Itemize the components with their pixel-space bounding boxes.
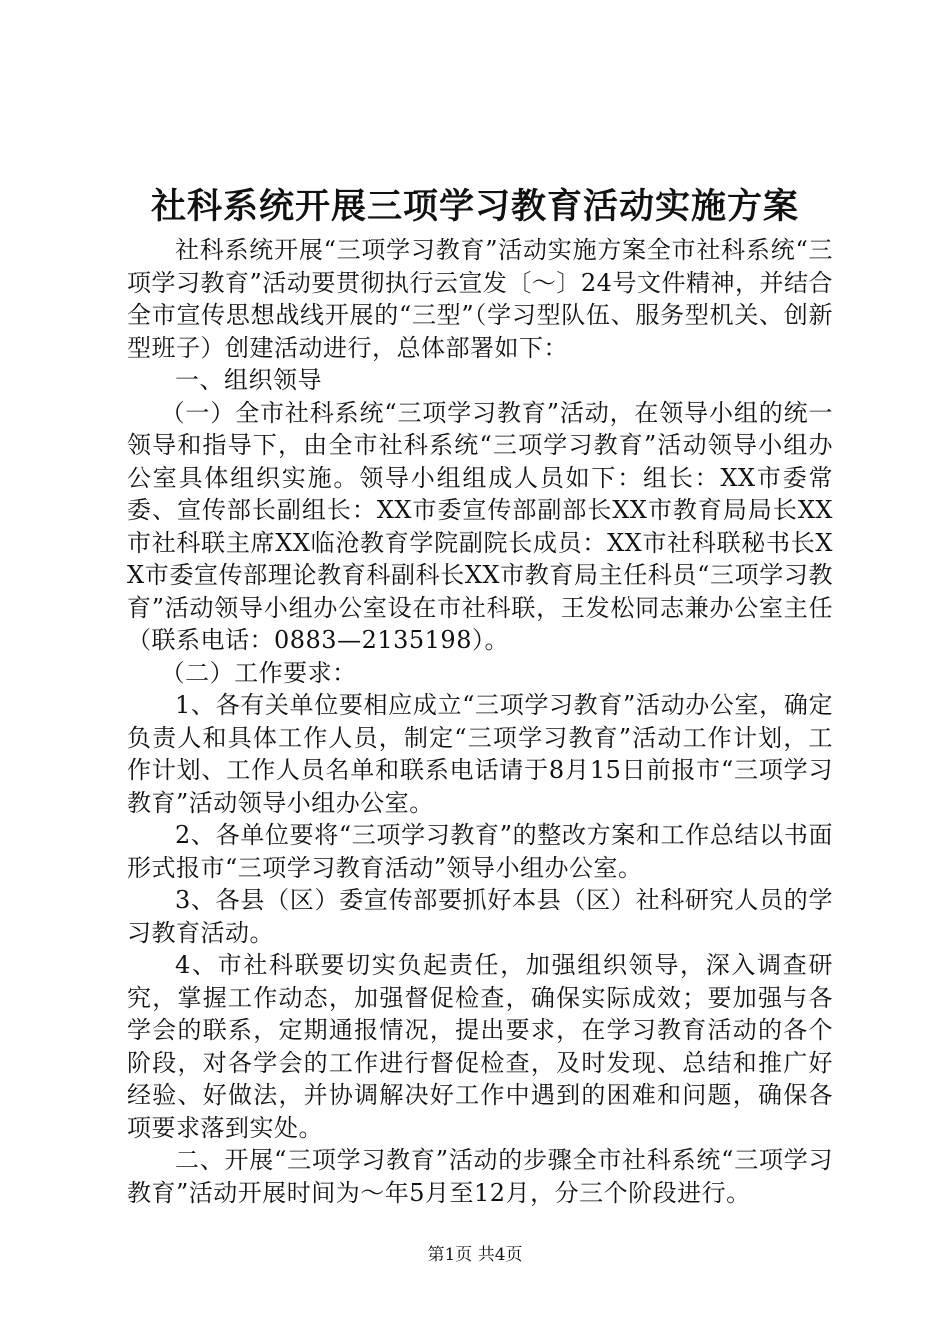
paragraph-requirement-2: 2、各单位要将“三项学习教育”的整改方案和工作总结以书面形式报市“三项学习教育活动”领导小组办公室。	[127, 821, 833, 882]
document-title: 社科系统开展三项学习教育活动实施方案	[150, 186, 799, 227]
paragraph-requirement-4: 4、市社科联要切实负起责任，加强组织领导，深入调查研究，掌握工作动态，加强督促检查，确保实际成效；要加强与各学会的联系，定期通报情况，提出要求，在学习教育活动的各个阶段，对各学会的工作进行督促检查，及时发现、总结和推广好经验、好做法，并协调解决好工作中遇到的困难和问题，确保各项要求落到实处。	[127, 951, 833, 1142]
paragraph-intro: 社科系统开展“三项学习教育”活动实施方案全市社科系统“三项学习教育”活动要贯彻执行云宣发〔～〕24号文件精神，并结合全市宣传思想战线开展的“三型”（学习型队伍、服务型机关、创新型班子）创建活动进行，总体部署如下：	[127, 236, 833, 362]
paragraph-steps: 二、开展“三项学习教育”活动的步骤全市社科系统“三项学习教育”活动开展时间为～年5月至12月，分三个阶段进行。	[127, 1146, 833, 1207]
paragraph-requirement-1: 1、各有关单位要相应成立“三项学习教育”活动办公室，确定负责人和具体工作人员，制定“三项学习教育”活动工作计划，工作计划、工作人员名单和联系电话请于8月15日前报市“三项学习教育”活动领导小组办公室。	[127, 691, 833, 817]
page-number-footer: 第1页 共4页	[427, 1245, 523, 1265]
paragraph-leadership: （一）全市社科系统“三项学习教育”活动，在领导小组的统一领导和指导下，由全市社科系统“三项学习教育”活动领导小组办公室具体组织实施。领导小组组成人员如下：组长：XX市委常委、宣传部长副组长：XX市委宣传部副部长XX市教育局局长XX市社科联主席XX临沧教育学院副院长成员：XX市社科联秘书长XX市委宣传部理论教育科副科长XX市教育局主任科员“三项学习教育”活动领导小组办公室设在市社科联，王发松同志兼办公室主任（联系电话：0883—2135198）。	[127, 398, 833, 654]
document-body	[127, 234, 833, 1209]
paragraph-requirement-3: 3、各县（区）委宣传部要抓好本县（区）社科研究人员的学习教育活动。	[127, 886, 833, 947]
heading-organization: 一、组织领导	[175, 366, 322, 394]
heading-work-requirements: （二）工作要求：	[160, 658, 357, 687]
